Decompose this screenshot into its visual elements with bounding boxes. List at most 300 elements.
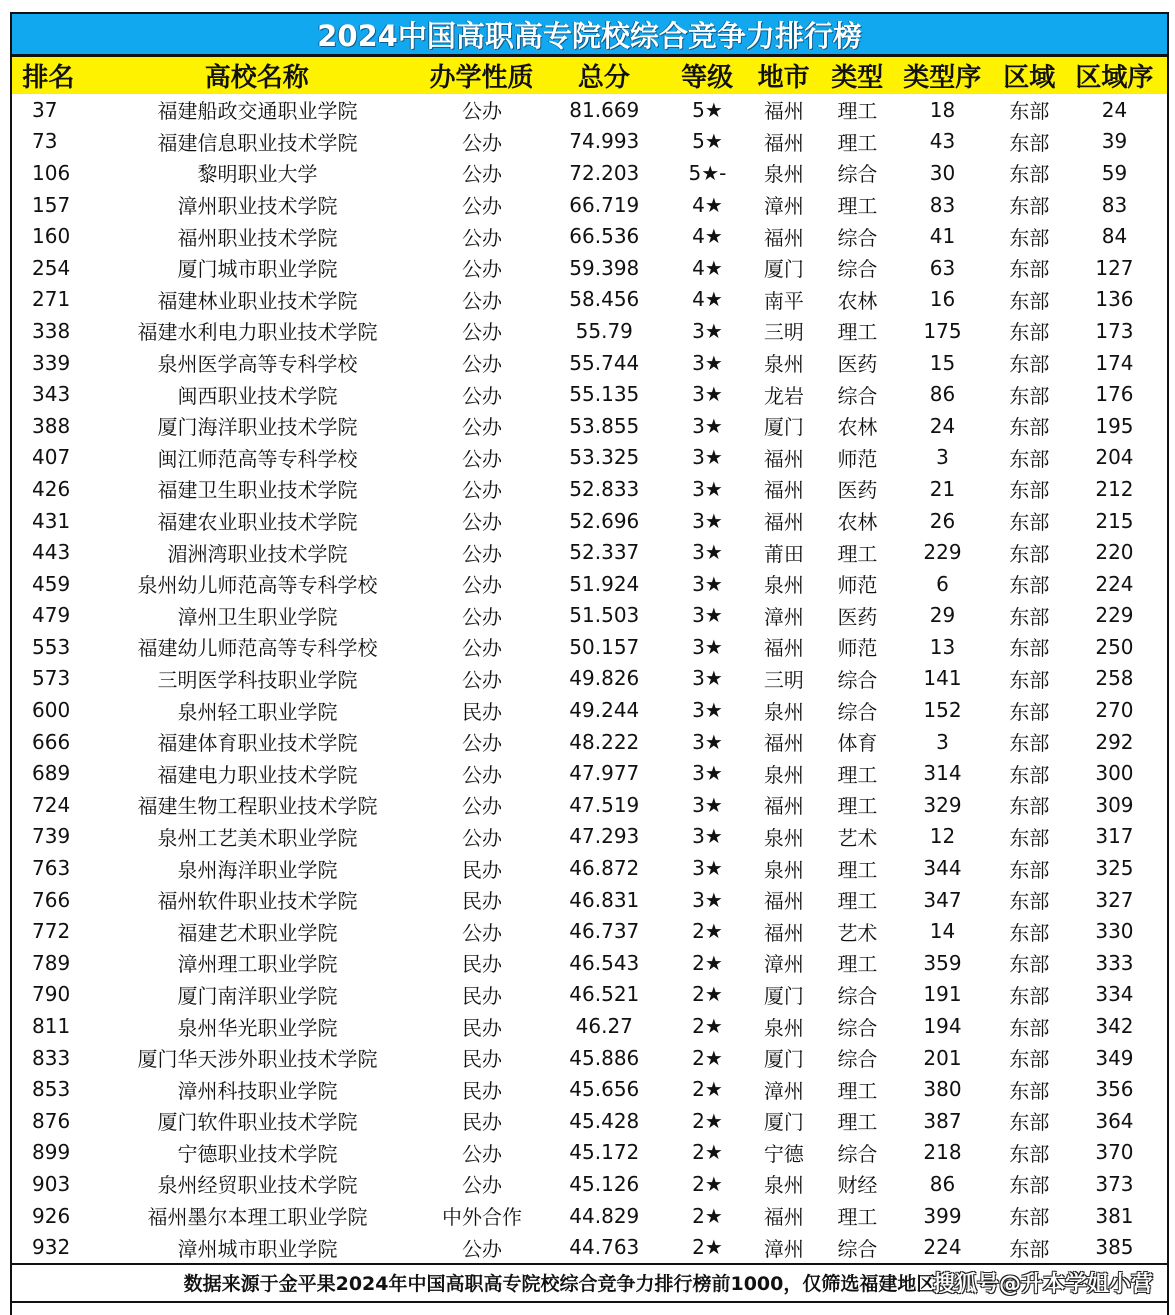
cell-region-rank: 83	[1101, 192, 1128, 217]
cell-type-rank: 399	[923, 1203, 962, 1228]
column-header-score: 总分	[577, 62, 630, 93]
cell-region: 东部	[1009, 573, 1050, 598]
cell-type-rank: 29	[929, 603, 956, 628]
cell-ownership: 公办	[461, 920, 502, 945]
cell-type: 理工	[837, 952, 878, 977]
cell-region-rank: 195	[1095, 413, 1134, 438]
cell-city: 福州	[763, 794, 804, 819]
cell-region: 东部	[1009, 920, 1050, 945]
table-row	[12, 94, 1167, 126]
cell-ownership: 公办	[461, 478, 502, 503]
cell-region-rank: 220	[1095, 540, 1134, 565]
cell-rank: 811	[32, 1014, 71, 1039]
cell-region-rank: 327	[1095, 887, 1134, 912]
cell-ownership: 公办	[461, 194, 502, 219]
cell-type-rank: 6	[936, 571, 949, 596]
cell-type: 综合	[837, 1047, 878, 1072]
cell-city: 厦门	[763, 415, 804, 440]
cell-ownership: 民办	[461, 889, 502, 914]
cell-name: 漳州职业技术学院	[177, 194, 338, 219]
cell-region-rank: 309	[1095, 792, 1134, 817]
cell-score: 51.503	[569, 603, 640, 628]
cell-city: 宁德	[763, 1141, 804, 1166]
table-row	[12, 1168, 1167, 1200]
cell-rank: 926	[32, 1203, 71, 1228]
cell-rank: 443	[32, 540, 71, 565]
cell-region-rank: 356	[1095, 1077, 1134, 1102]
cell-ownership: 公办	[461, 288, 502, 313]
cell-ownership: 公办	[461, 762, 502, 787]
cell-rank: 37	[32, 97, 58, 122]
cell-region-rank: 333	[1095, 950, 1134, 975]
cell-level: 3★	[692, 856, 723, 881]
cell-type-rank: 24	[929, 413, 956, 438]
cell-city: 泉州	[763, 825, 804, 850]
cell-level: 3★	[692, 540, 723, 565]
cell-type-rank: 201	[923, 1045, 962, 1070]
cell-ownership: 公办	[461, 415, 502, 440]
cell-score: 74.993	[569, 129, 640, 154]
cell-name: 泉州经贸职业技术学院	[157, 1173, 358, 1198]
cell-type-rank: 380	[923, 1077, 962, 1102]
cell-ownership: 民办	[461, 983, 502, 1008]
cell-name: 福州墨尔本理工职业学院	[147, 1205, 368, 1230]
cell-type: 理工	[837, 130, 878, 155]
cell-score: 46.27	[575, 1014, 633, 1039]
cell-score: 81.669	[569, 97, 640, 122]
cell-score: 44.763	[569, 1235, 640, 1260]
cell-region-rank: 39	[1101, 129, 1128, 154]
table-row	[12, 915, 1167, 947]
cell-rank: 724	[32, 792, 71, 817]
cell-level: 2★	[692, 950, 723, 975]
cell-level: 2★	[692, 1235, 723, 1260]
cell-name: 三明医学科技职业学院	[157, 667, 358, 692]
table-row	[12, 505, 1167, 537]
cell-level: 4★	[692, 224, 723, 249]
cell-score: 52.337	[569, 540, 640, 565]
cell-type: 师范	[837, 636, 878, 661]
cell-rank: 271	[32, 287, 71, 312]
cell-type: 综合	[837, 699, 878, 724]
cell-region-rank: 342	[1095, 1014, 1134, 1039]
cell-type: 综合	[837, 162, 878, 187]
table-row	[12, 852, 1167, 884]
cell-ownership: 民办	[461, 857, 502, 882]
cell-city: 漳州	[763, 1236, 804, 1261]
cell-region: 东部	[1009, 1236, 1050, 1261]
cell-level: 4★	[692, 192, 723, 217]
table-row	[12, 189, 1167, 221]
cell-region: 东部	[1009, 1110, 1050, 1135]
cell-level: 2★	[692, 1014, 723, 1039]
cell-region: 东部	[1009, 825, 1050, 850]
cell-level: 2★	[692, 1203, 723, 1228]
cell-city: 福州	[763, 920, 804, 945]
cell-type: 艺术	[837, 825, 878, 850]
cell-ownership: 公办	[461, 573, 502, 598]
table-row	[12, 726, 1167, 758]
cell-name: 湄洲湾职业技术学院	[167, 541, 348, 566]
cell-name: 福州职业技术学院	[177, 225, 338, 250]
cell-type-rank: 229	[923, 540, 962, 565]
cell-rank: 106	[32, 160, 71, 185]
cell-type-rank: 43	[929, 129, 956, 154]
cell-name: 厦门城市职业学院	[177, 257, 338, 282]
cell-type: 理工	[837, 1110, 878, 1135]
table-row	[12, 473, 1167, 505]
cell-region-rank: 212	[1095, 476, 1134, 501]
cell-score: 55.79	[575, 318, 633, 343]
table-row	[12, 536, 1167, 568]
cell-rank: 932	[32, 1235, 71, 1260]
cell-score: 45.126	[569, 1171, 640, 1196]
cell-region: 东部	[1009, 541, 1050, 566]
cell-city: 三明	[763, 667, 804, 692]
cell-name: 闽西职业技术学院	[177, 383, 338, 408]
cell-rank: 772	[32, 919, 71, 944]
cell-name: 闽江师范高等专科学校	[157, 446, 358, 471]
cell-score: 52.833	[569, 476, 640, 501]
cell-ownership: 公办	[461, 99, 502, 124]
cell-score: 72.203	[569, 160, 640, 185]
cell-name: 厦门软件职业技术学院	[157, 1110, 358, 1135]
cell-ownership: 公办	[461, 636, 502, 661]
cell-city: 漳州	[763, 604, 804, 629]
cell-city: 漳州	[763, 1078, 804, 1103]
cell-ownership: 民办	[461, 1110, 502, 1135]
cell-type-rank: 347	[923, 887, 962, 912]
cell-level: 2★	[692, 1045, 723, 1070]
cell-rank: 766	[32, 887, 71, 912]
table-row	[12, 1137, 1167, 1169]
cell-rank: 899	[32, 1140, 71, 1165]
cell-type-rank: 224	[923, 1235, 962, 1260]
cell-city: 厦门	[763, 983, 804, 1008]
cell-ownership: 公办	[461, 352, 502, 377]
cell-ownership: 公办	[461, 1236, 502, 1261]
cell-region-rank: 330	[1095, 919, 1134, 944]
cell-region-rank: 373	[1095, 1171, 1134, 1196]
cell-score: 46.831	[569, 887, 640, 912]
cell-city: 莆田	[763, 541, 804, 566]
cell-score: 45.656	[569, 1077, 640, 1102]
cell-region: 东部	[1009, 162, 1050, 187]
cell-type-rank: 14	[929, 919, 956, 944]
cell-name: 福建水利电力职业技术学院	[137, 320, 378, 345]
cell-type-rank: 194	[923, 1014, 962, 1039]
cell-region-rank: 24	[1101, 97, 1128, 122]
cell-name: 福建船政交通职业学院	[157, 99, 358, 124]
cell-name: 宁德职业技术学院	[177, 1141, 338, 1166]
cell-type-rank: 344	[923, 856, 962, 881]
cell-type-rank: 152	[923, 698, 962, 723]
cell-region-rank: 84	[1101, 224, 1128, 249]
cell-type: 医药	[837, 604, 878, 629]
cell-region: 东部	[1009, 383, 1050, 408]
column-header-type-rank: 类型序	[903, 62, 982, 93]
cell-ownership: 公办	[461, 257, 502, 282]
cell-region-rank: 173	[1095, 318, 1134, 343]
cell-type-rank: 13	[929, 634, 956, 659]
cell-region-rank: 334	[1095, 982, 1134, 1007]
table-row	[12, 157, 1167, 189]
table-body	[12, 94, 1167, 1265]
cell-score: 66.719	[569, 192, 640, 217]
cell-region-rank: 127	[1095, 255, 1134, 280]
cell-name: 黎明职业大学	[197, 162, 318, 187]
cell-score: 55.744	[569, 350, 640, 375]
table-row	[12, 694, 1167, 726]
cell-level: 3★	[692, 476, 723, 501]
cell-rank: 666	[32, 729, 71, 754]
cell-region: 东部	[1009, 257, 1050, 282]
cell-name: 福建生物工程职业技术学院	[137, 794, 378, 819]
cell-ownership: 公办	[461, 510, 502, 535]
cell-score: 66.536	[569, 224, 640, 249]
cell-region: 东部	[1009, 952, 1050, 977]
cell-region-rank: 174	[1095, 350, 1134, 375]
cell-region: 东部	[1009, 889, 1050, 914]
cell-region: 东部	[1009, 1173, 1050, 1198]
cell-level: 4★	[692, 255, 723, 280]
cell-ownership: 公办	[461, 731, 502, 756]
cell-region: 东部	[1009, 1015, 1050, 1040]
cell-type-rank: 26	[929, 508, 956, 533]
cell-rank: 600	[32, 698, 71, 723]
table-row	[12, 347, 1167, 379]
title-bar	[12, 12, 1167, 57]
cell-type: 体育	[837, 731, 878, 756]
cell-ownership: 民办	[461, 1078, 502, 1103]
cell-name: 漳州城市职业学院	[177, 1236, 338, 1261]
cell-type-rank: 141	[923, 666, 962, 691]
cell-city: 漳州	[763, 952, 804, 977]
cell-region: 东部	[1009, 446, 1050, 471]
cell-type-rank: 329	[923, 792, 962, 817]
cell-type-rank: 314	[923, 761, 962, 786]
cell-city: 厦门	[763, 257, 804, 282]
table-row	[12, 126, 1167, 158]
table-row	[12, 315, 1167, 347]
cell-city: 泉州	[763, 1015, 804, 1040]
cell-name: 福建电力职业技术学院	[157, 762, 358, 787]
cell-region: 东部	[1009, 667, 1050, 692]
ranking-sheet	[10, 12, 1169, 1315]
cell-type: 理工	[837, 857, 878, 882]
cell-region-rank: 381	[1095, 1203, 1134, 1228]
cell-name: 泉州轻工职业学院	[177, 699, 338, 724]
cell-city: 福州	[763, 510, 804, 535]
cell-score: 55.135	[569, 382, 640, 407]
cell-region: 东部	[1009, 636, 1050, 661]
table-row	[12, 378, 1167, 410]
cell-city: 福州	[763, 889, 804, 914]
cell-ownership: 民办	[461, 952, 502, 977]
cell-level: 3★	[692, 445, 723, 470]
cell-type-rank: 86	[929, 1171, 956, 1196]
cell-type: 综合	[837, 667, 878, 692]
column-header-region-rank: 区域序	[1075, 62, 1154, 93]
cell-region: 东部	[1009, 1141, 1050, 1166]
cell-city: 福州	[763, 130, 804, 155]
column-header-name: 高校名称	[204, 62, 309, 93]
cell-rank: 73	[32, 129, 58, 154]
cell-type: 农林	[837, 415, 878, 440]
cell-rank: 739	[32, 824, 71, 849]
cell-score: 58.456	[569, 287, 640, 312]
cell-level: 2★	[692, 1140, 723, 1165]
cell-name: 漳州科技职业学院	[177, 1078, 338, 1103]
cell-ownership: 公办	[461, 383, 502, 408]
cell-name: 福建幼儿师范高等专科学校	[137, 636, 378, 661]
column-header-type: 类型	[831, 62, 884, 93]
cell-type-rank: 3	[936, 445, 949, 470]
cell-region-rank: 136	[1095, 287, 1134, 312]
cell-ownership: 公办	[461, 794, 502, 819]
cell-type: 综合	[837, 1141, 878, 1166]
cell-region: 东部	[1009, 1205, 1050, 1230]
cell-region: 东部	[1009, 478, 1050, 503]
cell-level: 2★	[692, 1171, 723, 1196]
cell-level: 3★	[692, 382, 723, 407]
cell-ownership: 中外合作	[441, 1205, 522, 1230]
cell-score: 52.696	[569, 508, 640, 533]
cell-level: 3★	[692, 350, 723, 375]
cell-type: 理工	[837, 99, 878, 124]
cell-level: 3★	[692, 729, 723, 754]
cell-score: 46.521	[569, 982, 640, 1007]
table-row	[12, 252, 1167, 284]
cell-ownership: 民办	[461, 1015, 502, 1040]
cell-rank: 459	[32, 571, 71, 596]
cell-score: 45.172	[569, 1140, 640, 1165]
table-row	[12, 1073, 1167, 1105]
cell-score: 50.157	[569, 634, 640, 659]
cell-rank: 431	[32, 508, 71, 533]
cell-city: 福州	[763, 446, 804, 471]
cell-type: 农林	[837, 510, 878, 535]
cell-ownership: 公办	[461, 541, 502, 566]
cell-type-rank: 3	[936, 729, 949, 754]
cell-level: 3★	[692, 318, 723, 343]
cell-region: 东部	[1009, 762, 1050, 787]
column-header-city: 地市	[757, 62, 810, 93]
cell-name: 泉州医学高等专科学校	[157, 352, 358, 377]
cell-name: 福建卫生职业技术学院	[157, 478, 358, 503]
cell-rank: 479	[32, 603, 71, 628]
table-row	[12, 220, 1167, 252]
cell-level: 2★	[692, 919, 723, 944]
cell-region: 东部	[1009, 130, 1050, 155]
cell-region: 东部	[1009, 1078, 1050, 1103]
source-note: 数据来源于金平果2024年中国高职高专院校综合竞争力排行榜前1000，仅筛选福建地区	[183, 1273, 936, 1296]
column-header-rank: 排名	[22, 62, 75, 93]
cell-type: 理工	[837, 1205, 878, 1230]
cell-type-rank: 191	[923, 982, 962, 1007]
cell-region: 东部	[1009, 320, 1050, 345]
cell-type: 综合	[837, 1015, 878, 1040]
cell-region-rank: 300	[1095, 761, 1134, 786]
cell-level: 3★	[692, 413, 723, 438]
cell-ownership: 公办	[461, 1173, 502, 1198]
cell-type-rank: 41	[929, 224, 956, 249]
cell-score: 49.244	[569, 698, 640, 723]
cell-rank: 789	[32, 950, 71, 975]
table-row	[12, 821, 1167, 853]
cell-ownership: 民办	[461, 1047, 502, 1072]
cell-type: 理工	[837, 541, 878, 566]
table-row	[12, 1200, 1167, 1232]
cell-type-rank: 218	[923, 1140, 962, 1165]
cell-city: 泉州	[763, 352, 804, 377]
cell-ownership: 公办	[461, 604, 502, 629]
cell-region-rank: 370	[1095, 1140, 1134, 1165]
cell-region-rank: 224	[1095, 571, 1134, 596]
cell-type-rank: 21	[929, 476, 956, 501]
table-row	[12, 979, 1167, 1011]
cell-type-rank: 16	[929, 287, 956, 312]
cell-rank: 833	[32, 1045, 71, 1070]
table-row	[12, 410, 1167, 442]
cell-region-rank: 229	[1095, 603, 1134, 628]
cell-name: 福州软件职业技术学院	[157, 889, 358, 914]
cell-level: 4★	[692, 287, 723, 312]
cell-name: 厦门南洋职业学院	[177, 983, 338, 1008]
cell-level: 3★	[692, 666, 723, 691]
cell-type: 师范	[837, 446, 878, 471]
cell-rank: 553	[32, 634, 71, 659]
cell-level: 3★	[692, 508, 723, 533]
cell-region: 东部	[1009, 99, 1050, 124]
cell-type: 理工	[837, 794, 878, 819]
cell-region: 东部	[1009, 699, 1050, 724]
cell-score: 45.886	[569, 1045, 640, 1070]
cell-ownership: 公办	[461, 162, 502, 187]
cell-level: 3★	[692, 824, 723, 849]
table-row	[12, 1010, 1167, 1042]
cell-ownership: 公办	[461, 825, 502, 850]
cell-ownership: 公办	[461, 320, 502, 345]
table-row	[12, 757, 1167, 789]
cell-region-rank: 250	[1095, 634, 1134, 659]
cell-region: 东部	[1009, 794, 1050, 819]
cell-score: 46.872	[569, 856, 640, 881]
cell-type: 理工	[837, 889, 878, 914]
cell-city: 漳州	[763, 194, 804, 219]
cell-type-rank: 30	[929, 160, 956, 185]
table-row	[12, 442, 1167, 474]
cell-region-rank: 385	[1095, 1235, 1134, 1260]
cell-rank: 790	[32, 982, 71, 1007]
column-header-ownership: 办学性质	[429, 62, 534, 93]
cell-city: 厦门	[763, 1047, 804, 1072]
cell-level: 5★-	[688, 160, 727, 185]
cell-rank: 426	[32, 476, 71, 501]
cell-level: 2★	[692, 982, 723, 1007]
cell-type-rank: 12	[929, 824, 956, 849]
cell-region-rank: 215	[1095, 508, 1134, 533]
cell-region-rank: 176	[1095, 382, 1134, 407]
cell-region-rank: 317	[1095, 824, 1134, 849]
cell-rank: 689	[32, 761, 71, 786]
cell-region-rank: 325	[1095, 856, 1134, 881]
table-row	[12, 1105, 1167, 1137]
cell-type: 农林	[837, 288, 878, 313]
cell-region: 东部	[1009, 510, 1050, 535]
cell-rank: 343	[32, 382, 71, 407]
cell-name: 泉州幼儿师范高等专科学校	[137, 573, 378, 598]
